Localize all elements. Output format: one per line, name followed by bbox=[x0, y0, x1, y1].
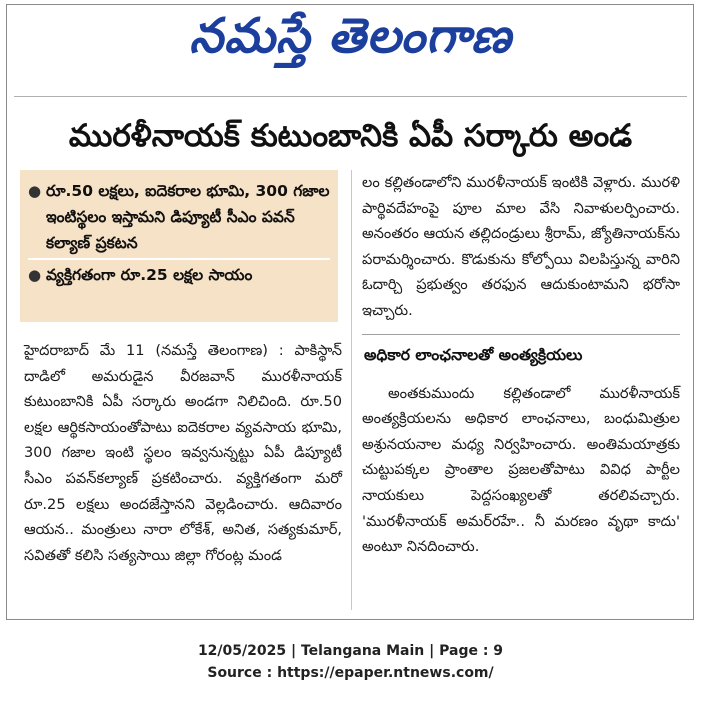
article-subheading: అధికార లాంఛనాలతో అంత్యక్రియలు bbox=[364, 345, 583, 364]
masthead-rule bbox=[14, 96, 687, 97]
highlights-box bbox=[20, 170, 338, 322]
bullet-icon: ● bbox=[28, 266, 42, 284]
highlight-item bbox=[28, 178, 330, 256]
column-divider bbox=[351, 170, 352, 610]
body-paragraph: లం కల్లితండాలోని మురళీనాయక్ ఇంటికి వెళ్లారు. మురళి పార్థివదేహంపై పూల మాల వేసి నివాళులర్పించారు. అనంతరం ఆయన తల్లిదండ్రులు శ్రీరామ్, జ్యోతినాయక్‌ను పరామర్శించారు. కొడుకును కోల్పోయి విలపిస్తున్న వారిని ఓదార్చి ప్రభుత్వం తరఫున ఆదుకుంటామని భరోసా ఇచ్చారు. bbox=[362, 174, 680, 319]
article-body-left bbox=[24, 338, 342, 568]
highlight-item bbox=[28, 258, 330, 288]
bullet-icon: ● bbox=[28, 182, 42, 200]
subheading-rule bbox=[362, 334, 680, 335]
newspaper-masthead: నమస్తే తెలంగాణ bbox=[189, 8, 512, 64]
body-paragraph: హైదరాబాద్ మే 11 (నమస్తే తెలంగాణ) : పాకిస్థాన్ దాడిలో అమరుడైన వీరజవాన్ మురళీనాయక్ కుటుంబానికి ఏపీ సర్కారు అండగా నిలిచింది. రూ.50 లక్షల ఆర్థికసాయంతోపాటు ఐదెకరాల వ్యవసాయ భూమి, 300 గజాల ఇంటి స్థలం ఇవ్వనున్నట్టు ఏపీ డిప్యూటీ సీఎం పవన్‌కల్యాణ్ ప్రకటించారు. వ్యక్తిగతంగా మరో రూ.25 లక్షలు అందజేస్తానని వెల్లడించారు. ఆదివారం ఆయన.. మంత్రులు నారా లోకేశ్, అనిత, సత్యకుమార్, సవితతో కలిసి సత్యసాయి జిల్లా గోరంట్ల మండ bbox=[24, 342, 342, 564]
edition-info: 12/05/2025 | Telangana Main | Page : 9 bbox=[197, 643, 504, 659]
article-body-right bbox=[362, 170, 680, 560]
highlight-text: వ్యక్తిగతంగా రూ.25 లక్షల సాయం bbox=[46, 266, 253, 284]
source-link[interactable]: Source : https://epaper.ntnews.com/ bbox=[207, 665, 494, 681]
clipping-footer bbox=[0, 640, 701, 684]
body-paragraph: అంతకుముందు కల్లితండాలో మురళీనాయక్ అంత్యక్రియలను అధికార లాంఛనాలు, బంధుమిత్రుల అశ్రునయనాల మధ్య నిర్వహించారు. అంతిమయాత్రకు చుట్టుపక్కల ప్రాంతాల ప్రజలతోపాటు వివిధ పార్టీల నాయకులు పెద్దసంఖ్యలతో తరలివచ్చారు. 'మురళీనాయక్ అమర్‌రహే.. నీ మరణం వృథా కాదు' అంటూ నినదించారు. bbox=[362, 384, 680, 556]
highlight-text: రూ.50 లక్షలు, ఐదెకరాల భూమి, 300 గజాల ఇంటిస్థలం ఇస్తామని డిప్యూటీ సీఎం పవన్ కల్యాణ్ ప్రకటన bbox=[46, 182, 330, 252]
article-headline: మురళీనాయక్ కుటుంబానికి ఏపీ సర్కారు అండ bbox=[68, 118, 633, 154]
